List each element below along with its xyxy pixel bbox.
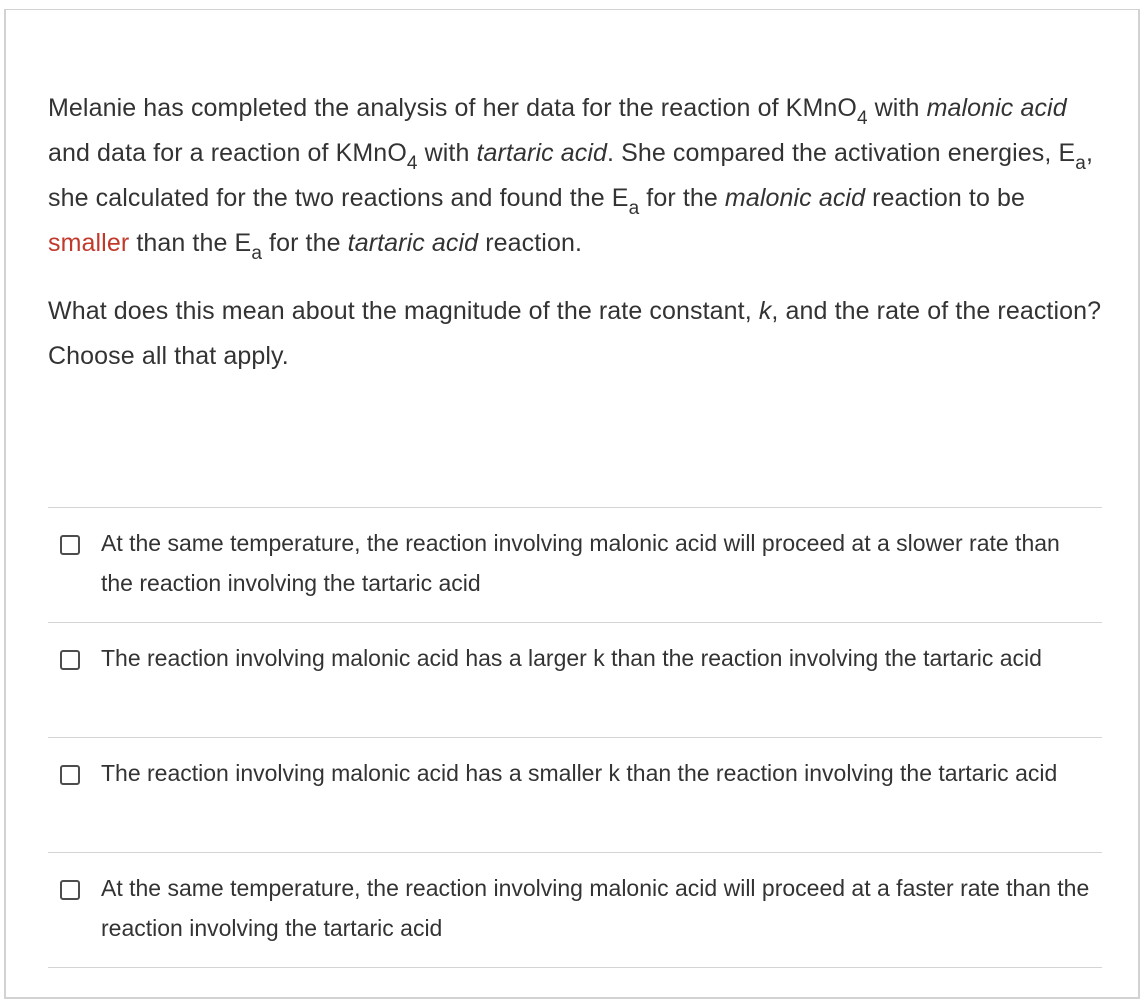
answer-options <box>48 507 1102 968</box>
subscript: a <box>628 198 640 219</box>
checkbox-icon[interactable] <box>60 880 80 900</box>
subscript: 4 <box>406 153 418 174</box>
subscript: a <box>251 243 262 264</box>
answer-option[interactable] <box>48 853 1102 968</box>
answer-option[interactable] <box>48 623 1102 738</box>
answer-option-label[interactable]: At the same temperature, the reaction involving malonic acid will proceed at a faster rate than the reaction involving the tartaric acid <box>101 875 1090 941</box>
question-panel <box>4 9 1140 999</box>
question-paragraph-prompt: What does this mean about the magnitude of the rate constant, k, and the rate of the reaction? Choose all that apply. <box>48 297 1102 370</box>
answer-option[interactable] <box>48 508 1102 623</box>
subscript: a <box>1075 153 1086 174</box>
highlighted-word: smaller <box>48 229 130 257</box>
answer-option-label[interactable]: The reaction involving malonic acid has a larger k than the reaction involving the tartaric acid <box>101 645 1042 671</box>
italic-term: k <box>758 297 772 325</box>
italic-term: tartaric acid <box>476 139 608 167</box>
answer-option[interactable] <box>48 738 1102 853</box>
subscript: 4 <box>856 108 868 129</box>
checkbox-icon[interactable] <box>60 650 80 670</box>
italic-term: malonic acid <box>724 184 866 212</box>
question-text <box>48 86 1108 379</box>
question-paragraph-context: Melanie has completed the analysis of her data for the reaction of KMnO$_4$ with malonic acid and data for a reaction of KMnO$_4$ with tartaric acid. She compared the activation energies, $E_a$, she calculated for the two reactions and found the $E_a$ for the malonic acid reaction to be smaller than the $E_a$ for the tartaric acid reaction. <box>48 94 1093 264</box>
answer-option-label[interactable]: The reaction involving malonic acid has a smaller k than the reaction involving the tartaric acid <box>101 760 1058 786</box>
checkbox-icon[interactable] <box>60 535 80 555</box>
italic-term: tartaric acid <box>347 229 479 257</box>
checkbox-icon[interactable] <box>60 765 80 785</box>
italic-term: malonic acid <box>926 94 1067 122</box>
answer-option-label[interactable]: At the same temperature, the reaction involving malonic acid will proceed at a slower rate than the reaction involving the tartaric acid <box>101 530 1060 596</box>
